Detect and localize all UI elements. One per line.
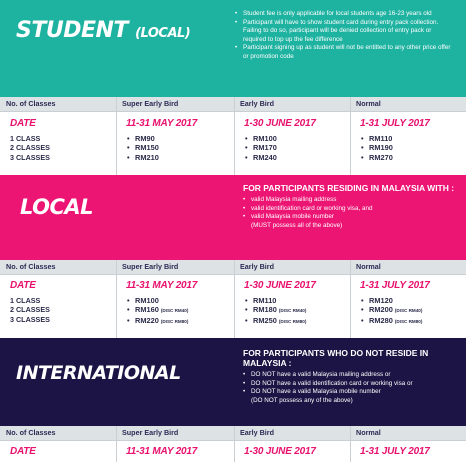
divider [116,260,117,338]
price: • RM250 (DISC RM80) [244,316,316,326]
class-count: 2 CLASSES [10,305,50,315]
tier-date: 1-31 JULY 2017 [360,446,430,457]
international-requirement-note: (DO NOT possess any of the above) [251,396,353,404]
discount: (DISC RM40) [278,308,307,314]
header-super-early-bird: Super Early Bird [122,428,179,437]
local-classes-cell [10,280,50,324]
divider [350,426,351,462]
international-normal-cell [360,446,430,462]
header-classes: No. of Classes [6,99,56,108]
tier-date: 11-31 MAY 2017 [126,280,198,291]
header-normal: Normal [356,428,381,437]
student-notes [235,10,453,62]
header-super-early-bird: Super Early Bird [122,262,179,271]
tier-date: 1-31 JULY 2017 [360,280,430,291]
student-title [16,18,190,43]
student-table-header [0,97,466,111]
divider [234,260,235,338]
class-count: 3 CLASSES [10,152,50,162]
price: • RM160 (DISC RM40) [126,305,197,315]
header-early-bird: Early Bird [240,428,274,437]
international-super-early-cell [126,446,197,462]
student-note: • Participant signing up as student will not be entitled to any other price offer or promotion code [235,44,453,61]
student-normal-cell [360,118,430,162]
international-note: • DO NOT have a valid Malaysia mailing address or [243,371,458,380]
price: • RM210 [126,153,197,162]
divider [350,97,351,175]
international-band [0,338,466,426]
header-early-bird: Early Bird [240,262,274,271]
divider [234,426,235,462]
student-note: • Student fee is only applicable for local students age 16-23 years old [235,10,453,19]
divider [234,97,235,175]
tier-date: 11-31 MAY 2017 [126,446,198,457]
divider [0,440,466,441]
price: • RM190 [360,143,430,152]
local-notes [243,183,458,230]
price: • RM220 (DISC RM80) [126,316,197,326]
international-note: • DO NOT have a valid Malaysia mobile number [243,388,458,397]
price: • RM100 [126,296,197,305]
local-note: • valid identification card or working visa, and [243,205,458,214]
student-super-early-cell [126,118,197,162]
local-table-header [0,260,466,274]
price: • RM120 [360,296,430,305]
international-notes [243,348,458,405]
local-note: • valid Malaysia mobile number [243,213,458,222]
local-early-cell [244,280,316,326]
price: • RM110 [360,134,430,143]
header-normal: Normal [356,99,381,108]
header-early-bird: Early Bird [240,99,274,108]
international-classes-cell [10,446,36,462]
international-table-header [0,426,466,440]
price: • RM180 (DISC RM40) [244,305,316,315]
date-label: DATE [10,446,36,457]
student-title-text: STUDENT [16,18,128,43]
class-count: 2 CLASSES [10,143,50,153]
local-band [0,175,466,260]
price: • RM100 [244,134,316,143]
discount: (DISC RM80) [394,318,423,324]
tier-date: 11-31 MAY 2017 [126,118,198,129]
local-title: LOCAL [20,195,94,219]
price: • RM280 (DISC RM80) [360,316,430,326]
student-note: • Participant will have to show student card during entry pack collection. Failing to do so, participant will be denied collection of entry pack or required to top up the fee difference [235,19,453,45]
price: • RM170 [244,143,316,152]
international-note: • DO NOT have a valid identification card or working visa or [243,380,458,389]
class-count: 1 CLASS [10,296,41,305]
tier-date: 1-31 JULY 2017 [360,118,430,129]
local-normal-cell [360,280,430,326]
divider [0,111,466,112]
price: • RM200 (DISC RM40) [360,305,430,315]
header-classes: No. of Classes [6,428,56,437]
price: • RM240 [244,153,316,162]
divider [350,260,351,338]
international-early-cell [244,446,316,462]
class-count: 1 CLASS [10,134,41,143]
local-note: • valid Malaysia mailing address [243,196,458,205]
local-heading: FOR PARTICIPANTS RESIDING IN MALAYSIA WITH : [243,183,455,193]
price: • RM270 [360,153,430,162]
student-early-cell [244,118,316,162]
discount: (DISC RM80) [278,318,307,324]
header-classes: No. of Classes [6,262,56,271]
international-heading: FOR PARTICIPANTS WHO DO NOT RESIDE IN MALAYSIA : [243,348,429,368]
student-classes-cell [10,118,50,162]
international-title: INTERNATIONAL [16,362,181,384]
price: • RM110 [244,296,316,305]
tier-date: 1-30 JUNE 2017 [244,446,316,457]
local-requirement-note: (MUST possess all of the above) [251,221,343,229]
date-label: DATE [10,280,36,291]
tier-date: 1-30 JUNE 2017 [244,280,316,291]
divider [116,426,117,462]
price: • RM150 [126,143,197,152]
divider [0,274,466,275]
header-normal: Normal [356,262,381,271]
discount: (DISC RM40) [160,308,189,314]
divider [116,97,117,175]
student-subtitle: (LOCAL) [135,26,191,41]
tier-date: 1-30 JUNE 2017 [244,118,316,129]
discount: (DISC RM40) [394,308,423,314]
price: • RM90 [126,134,197,143]
discount: (DISC RM80) [160,318,189,324]
student-band [0,0,466,97]
date-label: DATE [10,118,36,129]
class-count: 3 CLASSES [10,314,50,324]
header-super-early-bird: Super Early Bird [122,99,179,108]
local-super-early-cell [126,280,197,326]
